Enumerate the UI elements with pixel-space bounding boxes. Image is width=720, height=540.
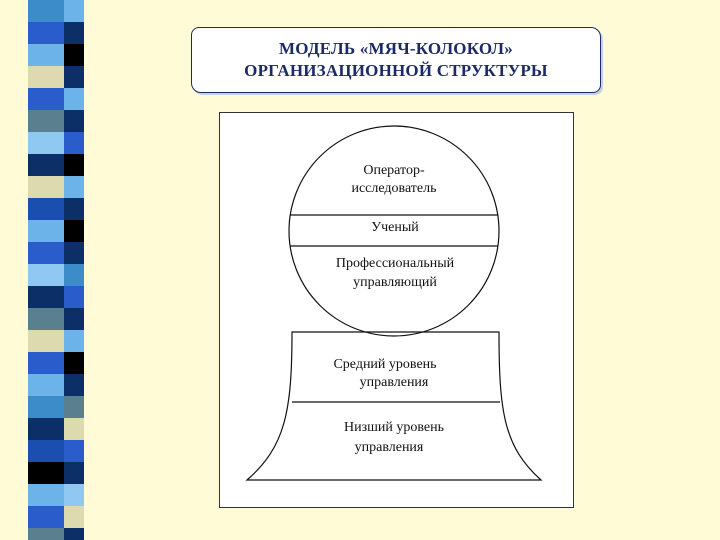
strip-tile xyxy=(64,308,84,330)
strip-tile xyxy=(64,528,84,540)
strip-tile xyxy=(64,418,84,440)
title-line-2: ОРГАНИЗАЦИОННОЙ СТРУКТУРЫ xyxy=(244,61,548,80)
label-middle-level-line2: управления xyxy=(359,375,429,390)
strip-tile xyxy=(28,242,64,264)
strip-margin xyxy=(0,0,28,540)
strip-tile xyxy=(28,396,64,418)
strip-tile xyxy=(28,198,64,220)
label-manager-line2: управляющий xyxy=(353,275,437,290)
strip-tile xyxy=(28,286,64,308)
strip-tile xyxy=(28,22,64,44)
decorative-color-strip xyxy=(0,0,84,540)
strip-tile xyxy=(28,44,64,66)
strip-tile xyxy=(64,440,84,462)
strip-tile xyxy=(64,330,84,352)
label-operator-line1: Оператор- xyxy=(363,163,425,178)
strip-tile xyxy=(64,242,84,264)
title-line-1: МОДЕЛЬ «МЯЧ-КОЛОКОЛ» xyxy=(279,39,513,58)
strip-tile xyxy=(64,396,84,418)
strip-tile xyxy=(64,484,84,506)
strip-tile xyxy=(64,88,84,110)
strip-tile xyxy=(64,352,84,374)
strip-tile xyxy=(64,0,84,22)
strip-tile xyxy=(28,220,64,242)
strip-tile xyxy=(64,110,84,132)
strip-tile xyxy=(64,462,84,484)
label-operator-line2: исследователь xyxy=(351,181,437,196)
title-box xyxy=(191,27,601,93)
strip-tile xyxy=(64,198,84,220)
strip-tile xyxy=(28,132,64,154)
strip-tile xyxy=(64,286,84,308)
label-lower-level-line1: Низший уровень xyxy=(343,420,445,435)
strip-tile xyxy=(64,66,84,88)
strip-tile xyxy=(28,154,64,176)
strip-tile xyxy=(64,506,84,528)
strip-tile xyxy=(64,44,84,66)
strip-tile xyxy=(64,132,84,154)
strip-tile xyxy=(64,22,84,44)
label-middle-level-line1: Средний уровень xyxy=(333,357,437,372)
strip-tile xyxy=(28,110,64,132)
strip-tile xyxy=(64,264,84,286)
label-lower-level-line2: управления xyxy=(354,440,424,455)
strip-tile xyxy=(28,88,64,110)
strip-tile xyxy=(28,264,64,286)
strip-tile xyxy=(28,374,64,396)
strip-tile xyxy=(28,330,64,352)
strip-tile xyxy=(64,176,84,198)
ball-bell-diagram xyxy=(219,112,574,508)
label-manager-line1: Профессиональный xyxy=(335,256,455,271)
strip-tile xyxy=(28,66,64,88)
strip-tile xyxy=(64,220,84,242)
strip-tile xyxy=(64,154,84,176)
strip-tile xyxy=(28,352,64,374)
strip-tile xyxy=(28,418,64,440)
strip-tile xyxy=(28,440,64,462)
strip-tile xyxy=(28,462,64,484)
label-scientist: Ученый xyxy=(371,220,419,235)
strip-tile xyxy=(28,176,64,198)
strip-tile xyxy=(28,506,64,528)
strip-tile xyxy=(28,484,64,506)
strip-tile xyxy=(28,528,64,540)
strip-tile xyxy=(28,0,64,22)
strip-tile xyxy=(28,308,64,330)
strip-tile xyxy=(64,374,84,396)
